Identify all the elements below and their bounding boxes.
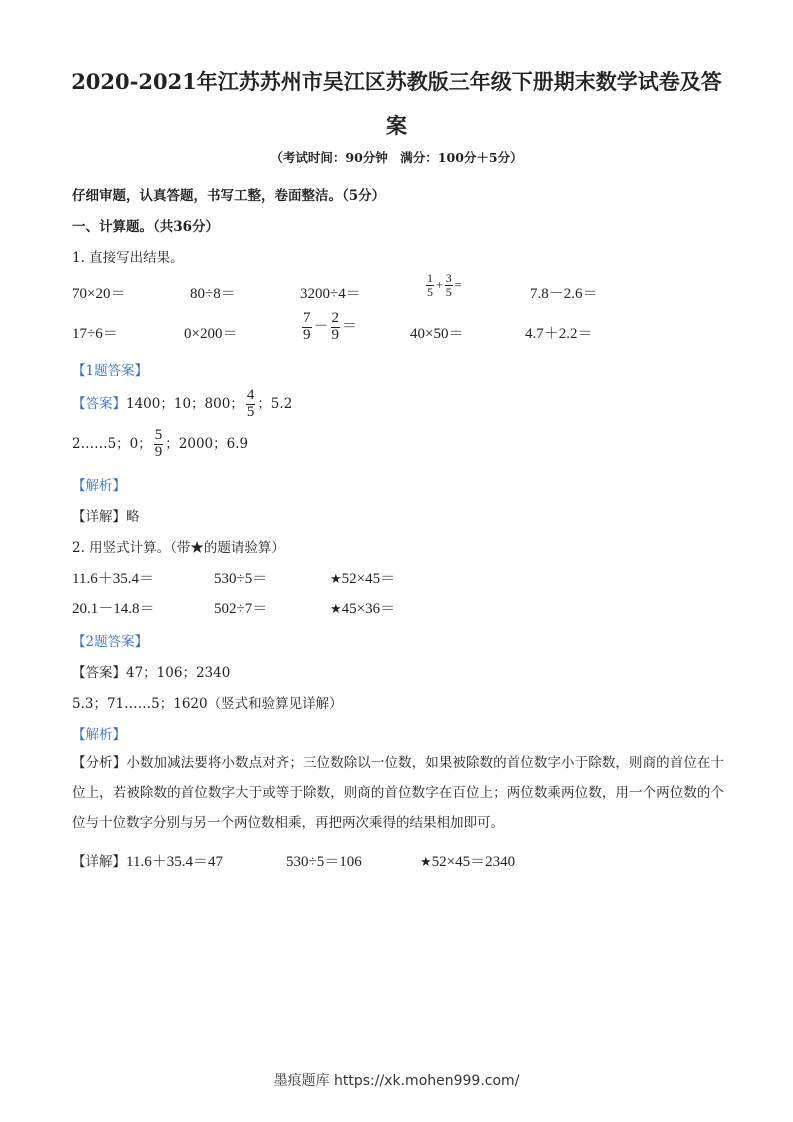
star-icon: ★: [330, 602, 342, 617]
q2-detail-item-3: ★52×45＝2340: [420, 854, 516, 870]
q1-item-7: 0×200＝: [184, 326, 238, 342]
fraction: $\frac{4}{5}$: [246, 387, 255, 420]
q2-analysis-text: 【分析】小数加减法要将小数点对齐；三位数除以一位数，如果被除数的首位数字小于除数，则商的首位在十位上，若被除数的首位数字大于或等于除数，则商的首位数字在百位上；两位数乘两位数，用一个两位数的个位与十位数字分别与另一个两位数相乘，再把两次乘得的结果相加即可。: [72, 755, 724, 831]
q1-item-4-fraction-expression: $\frac{1}{5}$ + $\frac{3}{5}$ =: [427, 271, 462, 299]
q2-analysis-header: 【解析】: [72, 727, 126, 743]
q1-item-8-fraction-expression: $\frac{7}{9}$ － $\frac{2}{9}$ ＝: [303, 310, 358, 343]
instruction: 仔细审题，认真答题，书写工整，卷面整洁。（5分）: [72, 188, 386, 204]
fraction: $\frac{1}{5}$: [427, 271, 433, 299]
question-1-prompt: 1. 直接写出结果。: [72, 250, 184, 266]
fraction: $\frac{7}{9}$: [303, 310, 311, 343]
fraction: $\frac{5}{9}$: [154, 427, 163, 460]
section-heading: 一、计算题。（共36分）: [72, 219, 220, 235]
q1-item-1: 70×20＝: [72, 286, 126, 302]
q1-item-3: 3200÷4＝: [300, 286, 361, 302]
q1-answer-line-1: 【答案】1400；10；800； $\frac{4}{5}$ ；5.2: [72, 387, 293, 420]
question-2-prompt: 2. 用竖式计算。（带★的题请验算）: [72, 540, 285, 556]
q2-detail-item-2: 530÷5＝106: [286, 854, 362, 870]
star-icon: ★: [420, 855, 432, 870]
q2-detail-line: 【详解】11.6＋35.4＝47: [72, 854, 223, 870]
q2-item-1: 11.6＋35.4＝: [72, 571, 154, 587]
q2-answer-line-1: 【答案】47；106；2340: [72, 665, 231, 681]
document-title-line2: 案: [386, 113, 407, 138]
star-icon: ★: [330, 572, 342, 587]
q1-answer-line-2: 2……5；0； $\frac{5}{9}$ ；2000；6.9: [72, 427, 249, 460]
q2-item-2: 530÷5＝: [214, 571, 268, 587]
q2-item-5: 502÷7＝: [214, 601, 268, 617]
footer-watermark: 墨痕题库 https://xk.mohen999.com/: [273, 1073, 520, 1089]
exam-info: （考试时间：90分钟 满分：100分＋5分）: [270, 150, 523, 165]
q2-item-6: ★45×36＝: [330, 601, 396, 617]
q1-item-6: 17÷6＝: [72, 326, 118, 342]
q1-item-2: 80÷8＝: [190, 286, 236, 302]
q1-item-10: 4.7＋2.2＝: [525, 326, 593, 342]
q1-answer-header: 【1题答案】: [72, 363, 149, 379]
q1-item-5: 7.8－2.6＝: [530, 286, 598, 302]
q1-detail: 【详解】略: [72, 509, 140, 525]
q2-answer-line-2: 5.3；71……5；1620（竖式和验算见详解）: [72, 696, 343, 712]
q1-item-9: 40×50＝: [410, 326, 464, 342]
q2-item-3: ★52×45＝: [330, 571, 396, 587]
fraction: $\frac{3}{5}$: [445, 271, 452, 299]
document-title-line1: 2020-2021年江苏苏州市吴江区苏教版三年级下册期末数学试卷及答: [71, 69, 722, 94]
fraction: $\frac{2}{9}$: [331, 310, 340, 343]
q1-analysis-header: 【解析】: [72, 478, 126, 494]
q2-answer-header: 【2题答案】: [72, 634, 149, 650]
q2-item-4: 20.1－14.8＝: [72, 601, 155, 617]
